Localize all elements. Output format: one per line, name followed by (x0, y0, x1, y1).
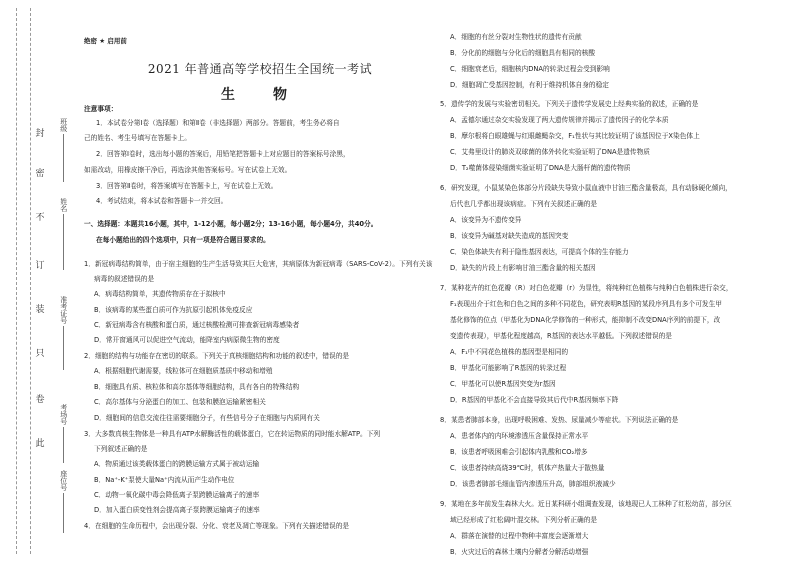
binding-field-label: 姓名 (59, 198, 68, 212)
binding-char: 只 (35, 349, 45, 359)
binding-field[interactable] (57, 470, 69, 533)
binding-field-label: 班级 (59, 118, 68, 132)
text-line: 4．在细胞的生命历程中，会出现分裂、分化、衰老及凋亡等现象。下列有关描述错误的是 (84, 522, 350, 530)
text-line: 2．细胞的结构与功能存在密切的联系。下列关于真核细胞结构和功能的叙述中，错误的是 (84, 352, 350, 360)
text-line: 下列叙述正确的是 (94, 445, 148, 453)
text-line: B．该患者呼吸困难会引起体内乳酸和CO₂增多 (450, 448, 588, 456)
text-line: B．分化前的细胞与分化后的细胞具有相同的核酸 (450, 49, 596, 57)
text-line: 后代也几乎都出现该病症。下列有关叙述正确的是 (450, 200, 598, 208)
text-line: 8．某患者肺部本身，出现呼吸困难、发热、尿量减少等症状。下列说法正确的是 (440, 416, 679, 424)
text-line: 3．大多数真核生物体是一种具有ATP水解酶活性的载体蛋白，它在转运物质的同时能水解ATP。下列 (84, 430, 381, 438)
secret-mark: 绝密 ★ 启用前 (84, 37, 127, 45)
binding-field-line (63, 214, 64, 270)
binding-field-line (63, 493, 64, 533)
text-line: B．细胞具有质、核粒体和高尔基体等细胞结构，具有各自的特殊结构 (94, 383, 300, 391)
text-line: F₁表现出介于红色和白色之间的多种不同花色，研究表明R基因的某段序列具有多个可发生甲 (450, 300, 722, 308)
text-line: B．摩尔根将白眼雄蝇与红眼雌蝇杂交，F₁性状与其比较证明了该基因位于X染色体上 (450, 132, 700, 140)
text-line: 一、选择题：本题共16小题，其中，1-12小题，每小题2分；13-16小题，每小题4分，共40分。 (84, 220, 378, 228)
text-line: B．甲基化可能影响了R基因的转录过程 (450, 364, 567, 372)
binding-field-line (63, 326, 64, 370)
text-line: A．群落在演替的过程中物种丰富度会逐渐增大 (450, 532, 589, 540)
binding-field-line (63, 427, 64, 463)
text-line: C．新冠病毒含有核酸和蛋白质，通过核酸检测可排查新冠病毒感染者 (94, 321, 300, 329)
text-line: B．火灾过后的森林土壤内分解者分解活动增强 (450, 548, 589, 556)
text-line: A．病毒结构简单，其遗传物质存在于拟核中 (94, 290, 226, 298)
text-line: 6．研究发现，小鼠某染色体部分片段缺失导致小鼠血液中甘油三酯含量极高，具有动脉硬化倾向， (440, 184, 732, 192)
text-line: D．T₂噬菌体侵染细菌实验证明了DNA是大肠杆菌的遗传物质 (450, 164, 631, 172)
binding-char: 封 (35, 129, 45, 139)
text-line: 注意事项： (84, 105, 118, 113)
text-line: D．缺失的片段上有影响甘油三酯含量的相关基因 (450, 264, 596, 272)
text-line: D．细胞间的信息交流往往需要细胞分子，有些信号分子在细胞与内质网有关 (94, 414, 320, 422)
text-line: C．该患者持续高烧39℃时，机体产热量大于散热量 (450, 464, 605, 472)
text-line: C．艾弗里设计的肺炎双球菌的体外转化实验证明了DNA是遗传物质 (450, 148, 650, 156)
binding-field[interactable] (57, 296, 69, 370)
text-line: 如需改动，用橡皮擦干净后，再选涂其他答案标号。写在试卷上无效。 (84, 166, 292, 174)
text-line: 在每小题给出的四个选项中，只有一项是符合题目要求的。 (96, 236, 270, 244)
binding-margin (0, 0, 82, 562)
binding-line (16, 8, 17, 554)
text-line: D．该患者肺部毛细血管内渗透压升高，肺部组织液减少 (450, 480, 616, 488)
text-line: 3．回答第Ⅱ卷时，将答案填写在答题卡上，写在试卷上无效。 (96, 182, 278, 190)
text-line: D．R基因的甲基化不会直接导致其后代中R基因频率下降 (450, 396, 619, 404)
text-line: 变遗传表现），甲基化程度越高，R基因的表达水平越低。下列叙述错误的是 (450, 332, 672, 340)
text-line: A．患者体内的内环境渗透压含量保持正常水平 (450, 432, 589, 440)
binding-field-label: 座位号 (59, 470, 68, 491)
text-line: C．高尔基体与分泌蛋白的加工、包装和膜泡运输紧密相关 (94, 398, 266, 406)
binding-char: 卷 (35, 395, 45, 405)
exam-title: 2021 年普通高等学校招生全国统一考试 (147, 62, 373, 76)
binding-field-label: 考场号 (59, 404, 68, 425)
text-line: D．常开窗通风可以促进空气流动，能降室内病原微生物的密度 (94, 336, 280, 344)
text-line: 1．新冠病毒结构简单，由于宿主细胞的生产生活导致其巨大危害，其病原体为新冠病毒（SARS-CoV-2）。下列有关该 (84, 260, 433, 268)
binding-char: 订 (35, 261, 45, 271)
text-line: B．该变异为碱基对缺失造成的基因突变 (450, 232, 569, 240)
text-line: A．孟德尔通过杂交实验发现了两大遗传规律并揭示了遗传因子的化学本质 (450, 116, 669, 124)
text-line: A．细胞的有丝分裂对生物性状的遗传有贡献 (450, 33, 582, 41)
text-line: B．该病毒的某些蛋白质可作为抗原引起机体免疫反应 (94, 306, 253, 314)
text-line: A．该变异为不遗传变异 (450, 216, 522, 224)
subject-title: 生 物 (221, 87, 299, 103)
binding-field[interactable] (57, 404, 69, 463)
text-line: D．加入蛋白质变性剂会提高离子泵跨膜运输离子的速率 (94, 506, 260, 514)
text-line: 基化修饰的位点（甲基化为DNA化学修饰的一种形式，能抑制不改变DNA序列的前提下，改 (450, 316, 721, 324)
text-line: 己的姓名、考生号填写在答题卡上。 (84, 134, 191, 142)
text-line: A．物质通过该类载体蛋白的跨膜运输方式属于被动运输 (94, 460, 260, 468)
binding-line (30, 8, 31, 554)
binding-field[interactable] (57, 118, 69, 182)
text-line: D．细胞凋亡受基因控制，有利于维持机体自身的稳定 (450, 81, 609, 89)
binding-field-line (63, 134, 64, 182)
text-line: 1．本试卷分第Ⅰ卷（选择题）和第Ⅱ卷（非选择题）两部分。答题前，考生务必将自 (96, 119, 340, 127)
text-line: 2．回答第Ⅰ卷时，选出每小题的答案后，用铅笔把答题卡上对应题目的答案标号涂黑， (96, 150, 350, 158)
text-line: C．细胞衰老后，细胞核内DNA的转录过程会受到影响 (450, 65, 610, 73)
binding-char: 装 (35, 305, 45, 315)
binding-field-label: 准考证号 (59, 296, 68, 324)
text-line: A．根据细胞代谢需要，线粒体可在细胞质基质中移动和增殖 (94, 367, 273, 375)
text-line: 7．某种花卉的红色花瓣（R）对白色花瓣（r）为显性，将纯种红色植株与纯种白色植株进行杂交， (440, 284, 733, 292)
text-line: B．Na⁺-K⁺泵使大量Na⁺内流从而产生动作电位 (94, 476, 235, 484)
text-line: C．动物一氧化碳中毒会降低离子泵跨膜运输离子的速率 (94, 491, 260, 499)
binding-char: 不 (35, 213, 45, 223)
text-line: C．甲基化可以使R基因突变为r基因 (450, 380, 556, 388)
text-line: A．F₁中不同花色植株的基因型是相同的 (450, 348, 569, 356)
binding-char: 此 (35, 439, 45, 449)
text-line: 4．考试结束，将本试卷和答题卡一并交回。 (96, 197, 228, 205)
text-line: 病毒的叙述错误的是 (94, 275, 155, 283)
text-line: 域已经形成了红松阔叶混交林。下列分析正确的是 (450, 516, 598, 524)
binding-field[interactable] (57, 198, 69, 270)
text-line: 5．遗传学的发展与实验密切相关。下列关于遗传学发展史上经典实验的叙述，正确的是 (440, 100, 699, 108)
text-line: C．染色体缺失有利于隐性基因表达，可提高个体的生存能力 (450, 248, 629, 256)
text-line: 9．某地在多年前发生森林大火。近日某科研小组调查发现，该地现已人工林种了红松幼苗，部分区 (440, 500, 732, 508)
binding-char: 密 (35, 169, 45, 179)
